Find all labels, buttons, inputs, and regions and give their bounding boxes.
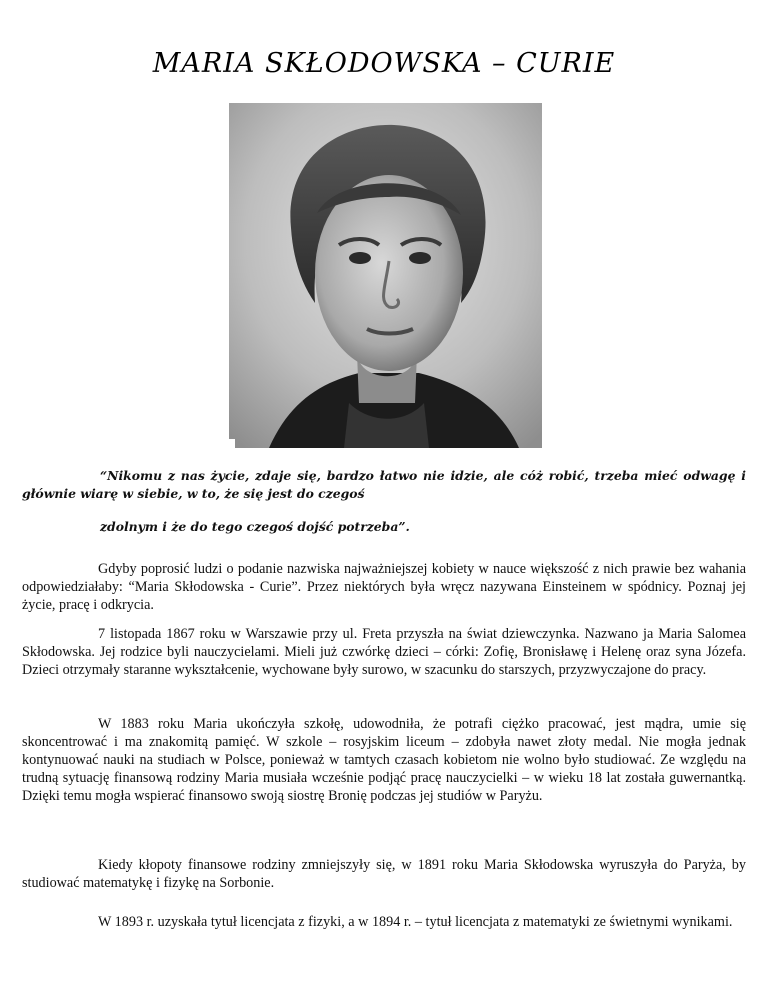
- paragraph-intro: Gdyby poprosić ludzi o podanie nazwiska najważniejszej kobiety w nauce większość z nich prawie bez wahania odpowiedziałaby: “Maria Skłodowska - Curie”. Przez niektórych była wręcz nazywana Einsteinem w spódnicy. Poznaj jej życie, pracę i odkrycia.: [22, 561, 746, 613]
- quote-line-1: “Nikomu z nas życie, zdaje się, bardzo łatwo nie idzie, ale cóż robić, trzeba mieć odwagę i głównie wiarę w siebie, w to, że się jest do czegoś: [22, 468, 746, 501]
- paragraph-paris: Kiedy kłopoty finansowe rodziny zmniejszyły się, w 1891 roku Maria Skłodowska wyruszyła do Paryża, by studiować matematykę i fizykę na Sorbonie.: [22, 857, 746, 891]
- paragraph-education: W 1883 roku Maria ukończyła szkołę, udowodniła, że potrafi ciężko pracować, jest mądra, umie się skoncentrować i ma znakomitą pamięć. W szkole – rosyjskim liceum – zdobyła nawet złoty medal. Nie mogła jednak kontynuować nauki na studiach w Polsce, ponieważ w tamtych czasach kobietom nie wolno było studiować. Ze względu na trudną sytuację finansową rodziny Maria musiała wcześnie podjąć pracę nauczycielki – w wieku 18 lat została guwernantką. Dzięki temu mogła wspierać finansowo swoją siostrę Bronię podczas jej studiów w Paryżu.: [22, 716, 746, 804]
- page-title: MARIA SKŁODOWSKA – CURIE: [152, 48, 616, 79]
- quote-line-2: zdolnym i że do tego czegoś dojść potrzeba”.: [100, 519, 410, 534]
- paragraph-degrees: W 1893 r. uzyskała tytuł licencjata z fizyki, a w 1894 r. – tytuł licencjata z matematyki ze świetnymi wynikami.: [98, 914, 733, 930]
- paragraph-childhood: 7 listopada 1867 roku w Warszawie przy ul. Freta przyszła na świat dziewczynka. Nazwano ja Maria Salomea Skłodowska. Jej rodzice byli nauczycielami. Mieli już czwórkę dzieci – córki: Zofię, Bronisławę i Helenę oraz syna Józefa. Dzieci otrzymały staranne wykształcenie, wychowane były surowo, w szacunku do starszych, przyzwyczajone do pracy.: [22, 626, 746, 678]
- portrait-photo: [229, 103, 542, 448]
- portrait-illustration: [229, 103, 542, 448]
